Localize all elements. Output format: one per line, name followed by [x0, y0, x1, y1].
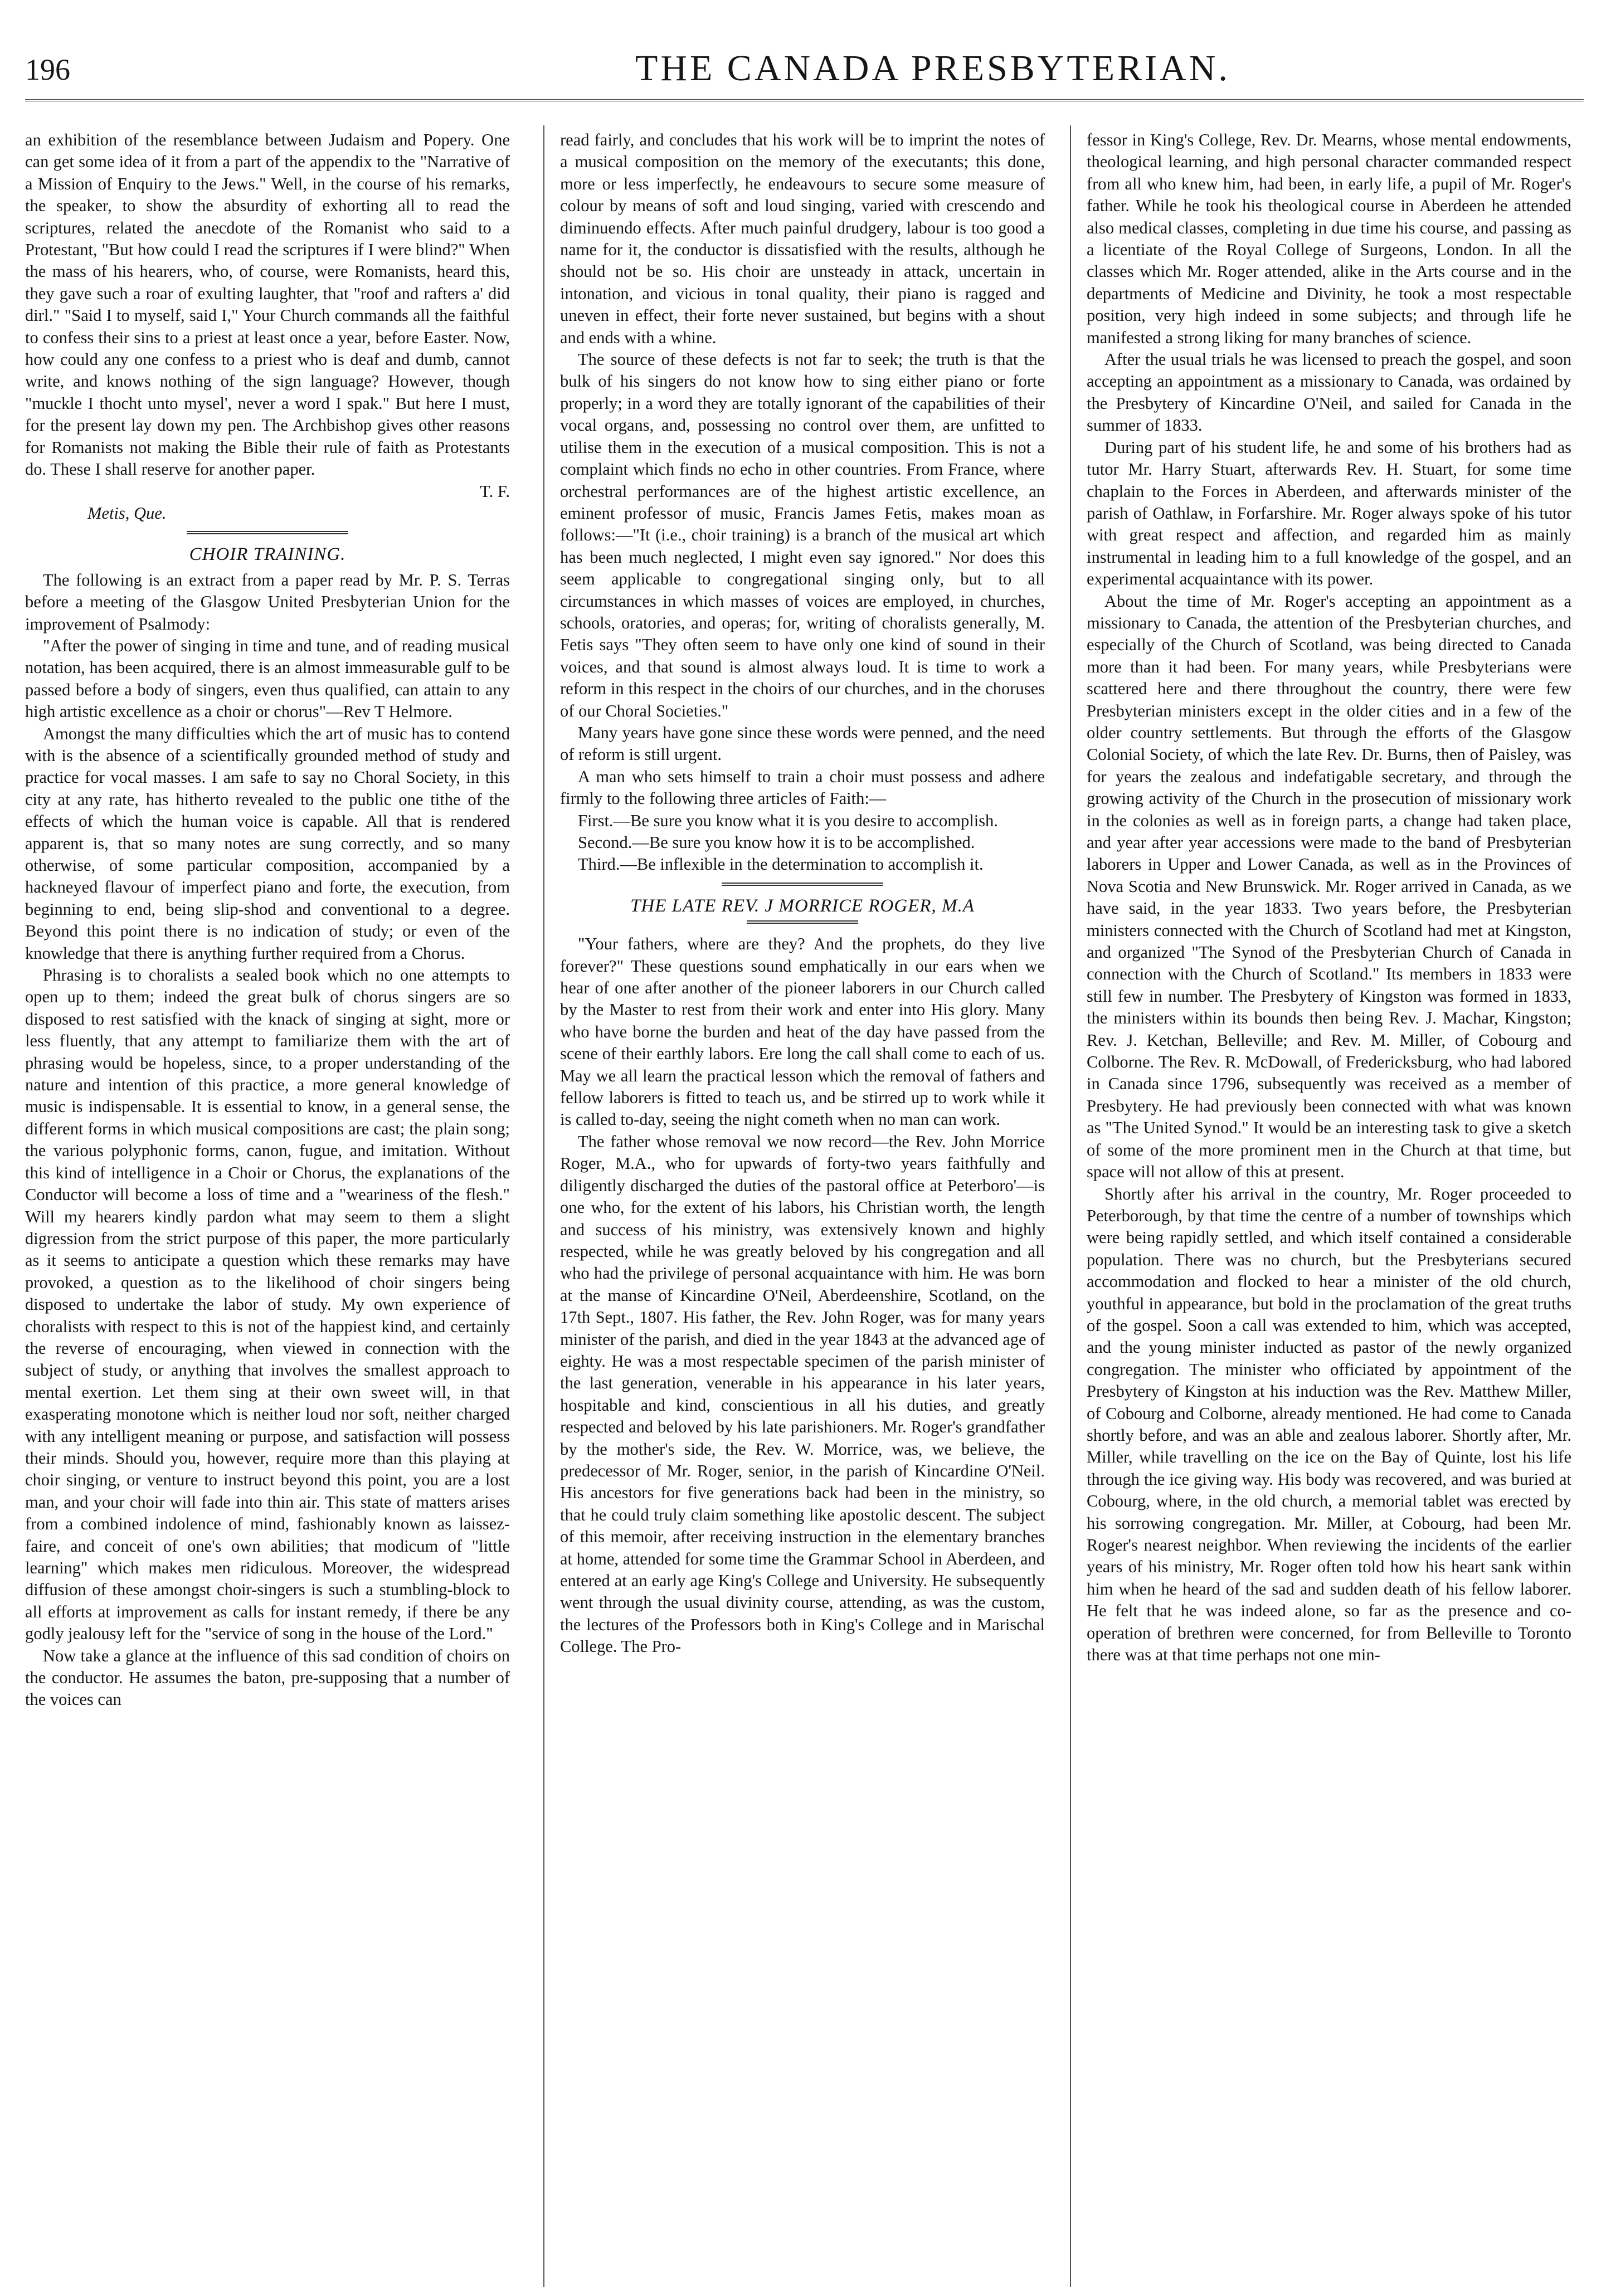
paragraph: The source of these defects is not far to seek; the truth is that the bulk of his singers do not know how to sing either piano or forte properly; in a word they are totally ignorant of the capabilities of their vocal organs, and, possessing no control over them, are unfitted to utilise them in the execution of a musical composition. This is not a complaint which finds no echo in other countries. From France, where orchestral performances are of the highest artistic excellence, an eminent professor of music, Francis James Fetis, makes moan as follows:—"It (i.e., choir training) is a branch of the musical art which has been much neglected, I might even say ignored." Nor does this seem applicable to congregational singing only, but to all circumstances in which masses of voices are employed, in churches, schools, oratories, and operas; for, writing of choralists generally, M. Fetis says "They often seem to have only one kind of sound in their voices, and that sound is almost always loud. It is time to work a reform in this respect in the choirs of our churches, and in the choruses of our Choral Societies." [560, 350, 1045, 720]
paragraph: Phrasing is to choralists a sealed book which no one attempts to open up to them; indeed the great bulk of chorus singers are so disposed to rest satisfied with the knack of singing at sight, more or less fluently, that any attempt to familiarize them with the art of phrasing would be hopeless, since, to a proper understanding of the nature and intention of this practice, a more general knowledge of music is indispensable. It is essential to know, in a general sense, the different forms in which musical compositions are cast; the plain song; the various polyphonic forms, canon, fugue, and imitation. Without this kind of intelligence in a Choir or Chorus, the explanations of the Conductor will become a loss of time and a "weariness of the flesh." Will my hearers kindly pardon what may seem to them a slight digression from the strict purpose of this paper, the more particularly as it seems to anticipate a question which these remarks may have provoked, a question as to the likelihood of choir singers being disposed to undertake the labor of study. My own experience of choralists with respect to this is not of the happiest kind, and certainly the reverse of encouraging, when viewed in connection with the subject of study, or anything that involves the smallest approach to mental exertion. Let them sing at their own sweet will, in that exasperating monotone which is neither loud nor soft, neither charged with any intelligent meaning or purpose, and satisfaction will possess their minds. Should you, however, require more than this playing at choir singing, or venture to instruct beyond this point, you are a lost man, and your choir will fade into thin air. This state of matters arises from a combined indolence of mind, fashionably known as laissez-faire, and conceit of one's own abilities; that modicum of "little learning" which makes men ridiculous. Moreover, the widespread diffusion of these amongst choir-singers is such a stumbling-block to all efforts at improvement as calls for instant remedy, if there be any godly jealousy left for the "service of song in the house of the Lord." [25, 966, 510, 1644]
paragraph: Now take a glance at the influence of this sad condition of choirs on the conductor. He assumes the baton, pre-supposing that a number of the voices can [25, 1646, 510, 1709]
page-number: 196 [25, 53, 70, 86]
column-2 [560, 129, 1045, 2285]
section-divider [722, 883, 883, 888]
column-1 [25, 129, 510, 2285]
paragraph: read fairly, and concludes that his work will be to imprint the notes of a musical composition on the memory of the executants; this done, more or less imperfectly, he endeavours to secure some measure of colour by means of soft and loud singing, varied with crescendo and diminuendo effects. After much painful drudgery, labour is too good a name for it, the conductor is dissatisfied with the results, although he should not be so. His choir are unsteady in attack, uncertain in intonation, and vicious in tonal quality, their piano is ragged and uneven in effect, their forte never sustained, but begins with a shout and ends with a whine. [560, 130, 1045, 347]
section-divider [187, 531, 348, 536]
article-of-faith-third: Third.—Be inflexible in the determination to accomplish it. [578, 855, 984, 874]
paragraph: The father whose removal we now record—the Rev. John Morrice Roger, M.A., who for upwards of forty-two years faithfully and diligently discharged the duties of the pastoral office at Peterboro'—is one who, for the extent of his labors, his Christian worth, the length and success of his ministry, was extensively known and highly respected, while he was greatly beloved by his congregation and all who had the privilege of personal acquaintance with him. He was born at the manse of Kincardine O'Neil, Aberdeenshire, Scotland, on the 17th Sept., 1807. His father, the Rev. John Roger, was for many years minister of the parish, and died in the year 1843 at the advanced age of eighty. He was a most respectable specimen of the parish minister of the last generation, venerable in his appearance in his later years, hospitable and kind, conscientious in all his duties, and greatly respected and beloved by his late parishioners. Mr. Roger's grandfather by the mother's side, the Rev. W. Morrice, was, we believe, the predecessor of Mr. Roger, senior, in the parish of Kincardine O'Neil. His ancestors for five generations back had been in the ministry, so that he could truly claim something like apostolic descent. The subject of this memoir, after receiving instruction in the elementary branches at home, attended for some time the Grammar School in Aberdeen, and entered at an early age King's College and University. He subsequently went through the usual divinity course, attending, as was the custom, the lectures of the Professors both in King's College and in Marischal College. The Pro- [560, 1132, 1045, 1656]
paragraph: fessor in King's College, Rev. Dr. Mearns, whose mental endowments, theological learning, and high personal character commanded respect from all who knew him, had been, in early life, a pupil of Mr. Roger's father. While he took his theological course in Aberdeen he attended also medical classes, completing in due time his course, and passing as a licentiate of the Royal College of Surgeons, London. In all the classes which Mr. Roger attended, alike in the Arts course and in the departments of Medicine and Divinity, he took a most respectable position, very high indeed in some subjects; and through life he manifested a strong liking for many branches of science. [1087, 130, 1571, 347]
section-divider [747, 920, 858, 925]
paragraph: Shortly after his arrival in the country, Mr. Roger proceeded to Peterborough, by that time the centre of a number of townships which were being rapidly settled, and which itself contained a considerable population. There was no church, but the Presbyterians secured accommodation and flocked to hear a minister of the old church, youthful in appearance, but bold in the proclamation of the great truths of the gospel. Soon a call was extended to him, which was accepted, and the young minister inducted as pastor of the newly organized congregation. The minister who officiated by appointment of the Presbytery of Kingston at his induction was the Rev. Matthew Miller, of Cobourg and Colborne, already mentioned. He had come to Canada shortly before, and was an able and zealous laborer. Shortly after, Mr. Miller, while travelling on the ice on the Bay of Quinte, lost his life through the ice giving way. His body was recovered, and was buried at Cobourg, where, in the old church, a memorial tablet was erected by his sorrowing congregation. Mr. Miller, at Cobourg, had been Mr. Roger's nearest neighbor. When reviewing the incidents of the earlier years of his ministry, Mr. Roger often told how his heart sank within him when he heard of the sad and sudden death of his fellow laborer. He felt that he was indeed alone, so far as the presence and co-operation of brethren were concerned, for from Belleville to Toronto there was at that time perhaps not one min- [1087, 1184, 1571, 1665]
column-rule-1 [543, 125, 544, 2287]
quotation-paragraph: "After the power of singing in time and tune, and of reading musical notation, has been acquired, there is an almost immeasurable gulf to be passed before a body of singers, even thus qualified, can attain to any high artistic excellence as a choir or chorus"—Rev T Helmore. [25, 636, 510, 722]
signature-line [25, 481, 510, 503]
header-rule [25, 99, 1584, 101]
paragraph: Amongst the many difficulties which the art of music has to contend with is the absence of a scientifically grounded method of study and practice for vocal masses. I am safe to say no Choral Society, in this city at any rate, has hitherto revealed to the public one tithe of the effects of which the human voice is capable. All that is rendered apparent is, that so many notes are sung correctly, and so many otherwise, of some particular composition, accompanied by a hackneyed flavour of imperfect piano and forte, the execution, from beginning to end, being slip-shod and conventional to a degree. Beyond this point there is no indication of study; or even of the knowledge that there is anything further required from a Chorus. [25, 724, 510, 963]
column-3 [1087, 129, 1571, 2285]
paragraph: The following is an extract from a paper read by Mr. P. S. Terras before a meeting of the Glasgow United Presbyterian Union for the improvement of Psalmody: [25, 570, 510, 633]
section-title-choir-training: CHOIR TRAINING. [189, 544, 346, 565]
paragraph: "Your fathers, where are they? And the prophets, do they live forever?" These questions sound emphatically in our ears when we hear of one after another of the pioneer laborers in our Church called by the Master to rest from their work and enter into His glory. Many who have borne the burden and heat of the day have passed from the scene of their earthly labors. Ere long the call shall come to each of us. May we all learn the practical lesson which the removal of fathers and fellow laborers is fitted to teach us, and be stirred up to work while it is called to-day, seeing the night cometh when no man can work. [560, 934, 1045, 1129]
article-of-faith-first: First.—Be sure you know what it is you desire to accomplish. [578, 811, 998, 830]
running-head-title: THE CANADA PRESBYTERIAN. [635, 48, 1230, 89]
article-continuation: an exhibition of the resemblance between Judaism and Popery. One can get some idea of it from a part of the appendix to the "Narrative of a Mission of Enquiry to the Jews." Well, in the course of his remarks, the speaker, to show the absurdity of exhorting all to read the scriptures, related the anecdote of the Romanist who said to a Protestant, "But how could I read the scriptures if I were blind?" When the mass of his hearers, who, of course, were Romanists, heard this, they gave such a roar of exulting laughter, that "roof and rafters a' did dirl." "Said I to myself, said I," Your Church commands all the faithful to confess their sins to a priest at least once a year, before Easter. Now, how could any one confess to a priest who is deaf and dumb, cannot write, and knows nothing of the sign language? However, though "muckle I thocht unto mysel', never a word I spak." But here I must, for the present lay down my pen. The Archbishop gives other reasons for Romanists not making the Bible their rule of faith as Protestants do. These I shall reserve for another paper. [25, 130, 510, 479]
paragraph: During part of his student life, he and some of his brothers had as tutor Mr. Harry Stuart, afterwards Rev. H. Stuart, for some time chaplain to the Forces in Aberdeen, and afterwards minister of the parish of Oathlaw, in Forfarshire. Mr. Roger always spoke of his tutor with great respect and affection, and regarded him as mainly instrumental in leading him to a full knowledge of the gospel, and an experimental acquaintance with its power. [1087, 437, 1571, 589]
column-rule-2 [1070, 125, 1071, 2287]
paragraph: A man who sets himself to train a choir must possess and adhere firmly to the following three articles of Faith:— [560, 767, 1045, 808]
paragraph: After the usual trials he was licensed to preach the gospel, and soon accepting an appointment as a missionary to Canada, was ordained by the Presbytery of Kincardine O'Neil, and sailed for Canada in the summer of 1833. [1087, 350, 1571, 435]
article-of-faith-second: Second.—Be sure you know how it is to be accomplished. [578, 833, 975, 852]
paragraph: Many years have gone since these words were penned, and the need of reform is still urgent. [560, 723, 1045, 764]
section-title-obituary: THE LATE REV. J MORRICE ROGER, M.A [630, 895, 975, 916]
paragraph: About the time of Mr. Roger's accepting an appointment as a missionary to Canada, the attention of the Presbyterian churches, and especially of the Church of Scotland, was being directed to Canada more than it had been. For many years, while Presbyterians were scattered here and there throughout the country, there were few Presbyterian ministers except in the older cities and in a few of the older country settlements. But through the efforts of the Glasgow Colonial Society, of which the late Rev. Dr. Burns, then of Paisley, was for years the zealous and indefatigable secretary, and through the growing activity of the Church in the prosecution of missionary work in the colonies as well as in foreign parts, a change had taken place, and year after year accessions were made to the band of Presbyterian laborers in Upper and Lower Canada, as well as in the Provinces of Nova Scotia and New Brunswick. Mr. Roger arrived in Canada, as we have said, in the year 1833. Two years before, the Presbyterian ministers connected with the Church of Scotland had met at Kingston, and organized "The Synod of the Presbyterian Church of Canada in connection with the Church of Scotland." Its members in 1833 were still few in number. The Presbytery of Kingston was formed in 1833, the ministers within its bounds then being Rev. J. Machar, Kingston; Rev. J. Ketchan, Belleville; and Rev. M. Miller, of Cobourg and Colborne. The Rev. R. McDowall, of Fredericksburg, who had labored in Canada since 1796, subsequently was received as a member of Presbytery. He had previously been connected with what was known as "The United Synod." It would be an interesting task to give a sketch of some of the more prominent men in the Church at that time, but space will not allow of this at present. [1087, 591, 1571, 1182]
author-initials: T. F. [480, 481, 510, 501]
dateline-place: Metis, Que. [87, 503, 167, 523]
